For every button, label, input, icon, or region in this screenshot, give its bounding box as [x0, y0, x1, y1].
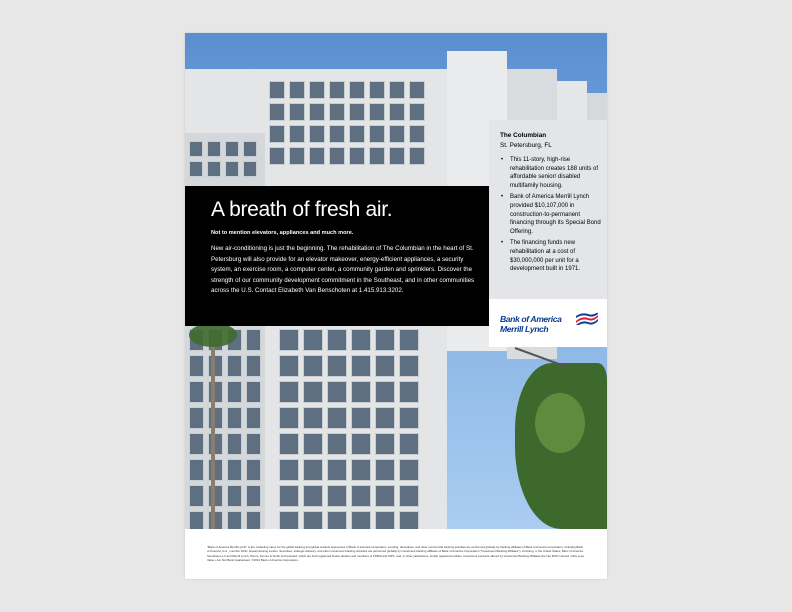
- headline: A breath of fresh air.: [211, 198, 393, 221]
- ad-page: [185, 33, 607, 579]
- legal-disclaimer: "Bank of America Merrill Lynch" is the marketing name for the global banking and global markets businesses of Bank of America Corporation. Lending, derivatives, and other commercial banking activities are performed globally by banking affiliates of Bank of America Corporation, including Bank of America, N.A., member FDIC. Equal Housing Lender. Securities, strategic advisory, and other investment banking activities are performed globally by investment banking affiliates of Bank of America Corporation ("Investment Banking Affiliates"), including, in the United States, Banc of America Securities LLC and Merrill Lynch, Pierce, Fenner & Smith Incorporated, which are both registered broker-dealers and members of FINRA and SIPC, and, in other jurisdictions, locally registered entities. Investment products offered by Investment Banking Affiliates Are Not FDIC Insured • May Lose Value • Are Not Bank Guaranteed. ©2010 Bank of America Corporation.: [207, 545, 585, 563]
- logo-line-2: Merrill Lynch: [500, 324, 549, 334]
- body-copy: New air-conditioning is just the beginning. The rehabilitation of The Columbian in the heart of St. Petersburg will also provide for an elevator makeover, energy-efficient appliances, a security system, an exercise room, a computer center, a community garden and sprinklers. Discover the strength of our community development commitment in the Southeast, and in other communities across the U.S. Contact Elizabeth Van Benschoten at 1.415.913.3202.: [211, 245, 475, 294]
- project-facts: [500, 156, 604, 277]
- project-title: The Columbian: [500, 132, 547, 139]
- subhead: Not to mention elevators, appliances and much more.: [211, 230, 354, 236]
- list-item: • This 11-story, high-rise rehabilitation creates 188 units of affordable senior/ disabled multifamily housing.: [500, 156, 604, 190]
- project-location: St. Petersburg, FL: [500, 142, 552, 149]
- list-item: • The financing funds new rehabilitation at a cost of $30,000,000 per unit for a development built in 1971.: [500, 239, 604, 273]
- logo-line-1: Bank of America: [500, 314, 562, 324]
- flag-icon: [576, 313, 598, 325]
- bank-logo: [489, 299, 607, 347]
- headline-band: [185, 186, 489, 326]
- list-item: • Bank of America Merrill Lynch provided $10,107,000 in construction-to-permanent financing through its Special Bond Offering.: [500, 193, 604, 236]
